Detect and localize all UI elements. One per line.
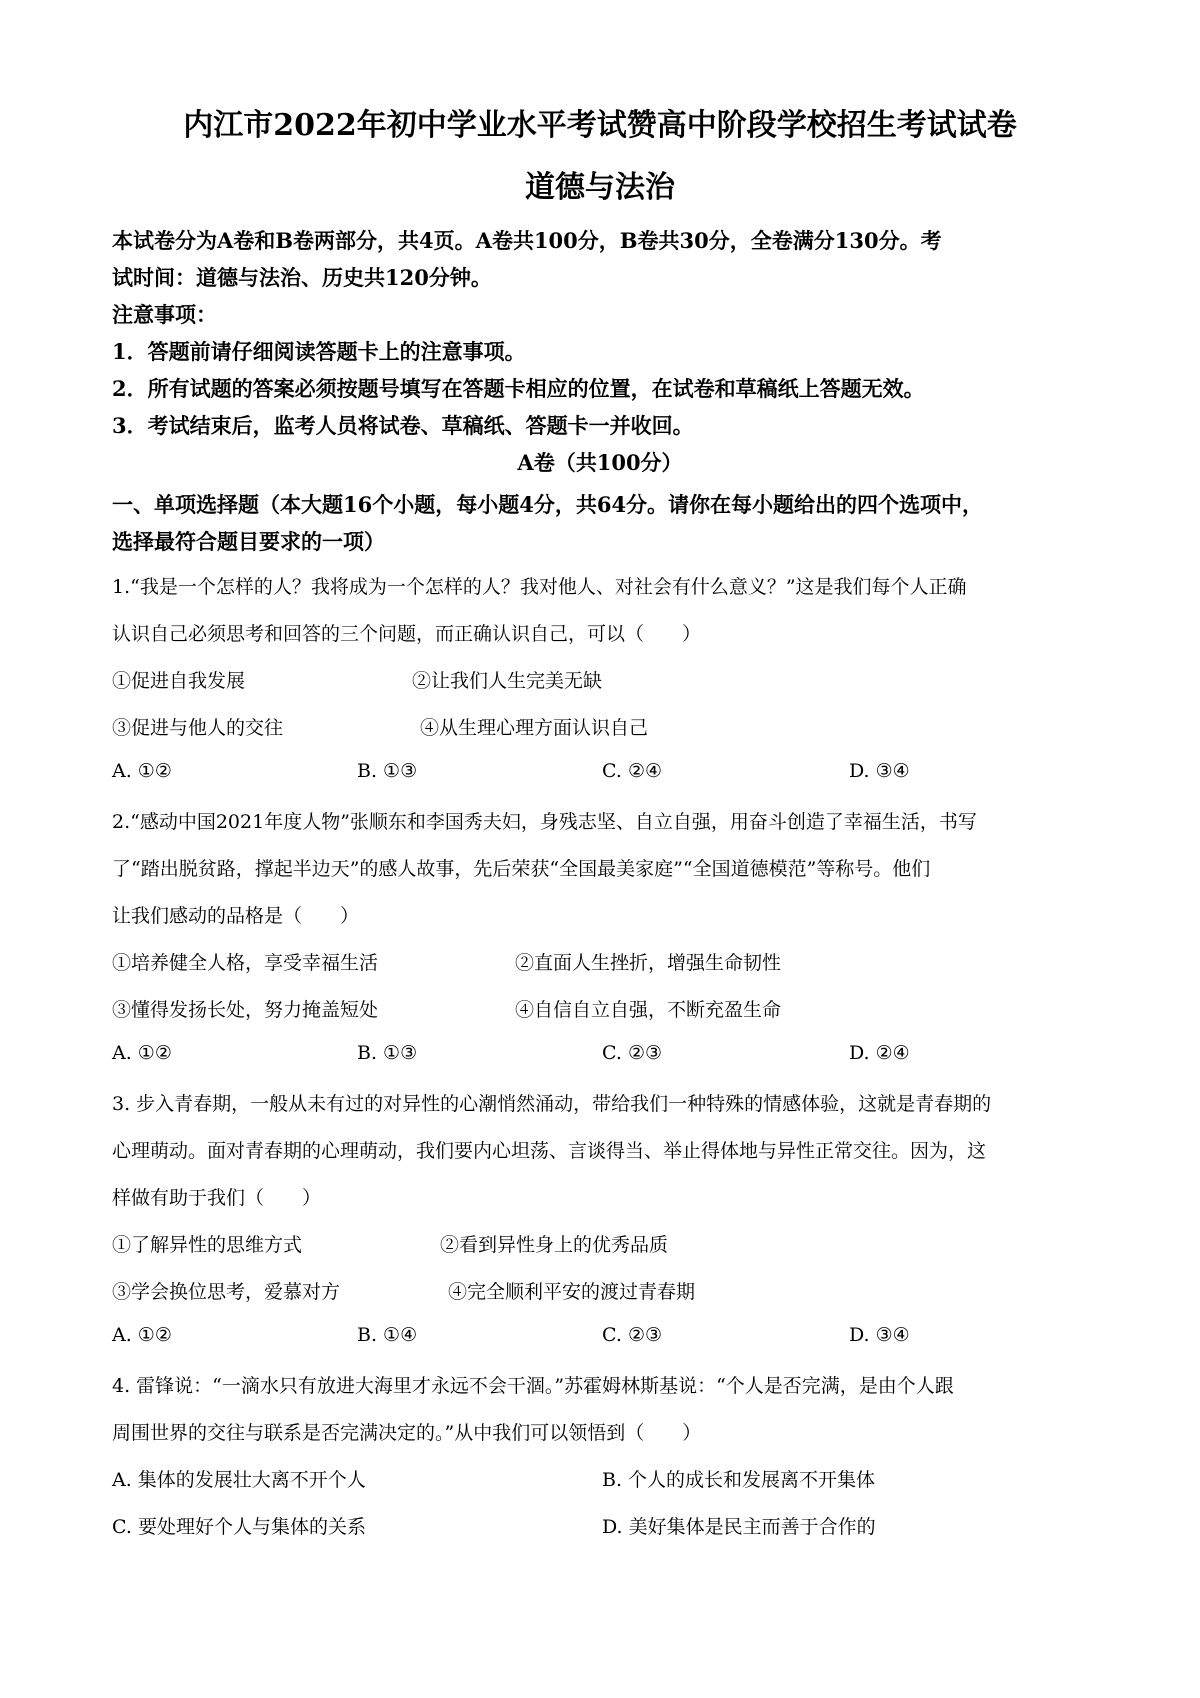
question-1-item-3: ③促进与他人的交往	[112, 717, 284, 739]
question-3-choice-a: A. ①②	[112, 1324, 172, 1346]
question-2-item-1: ①培养健全人格，享受幸福生活	[112, 952, 379, 974]
question-3-choice-c: C. ②③	[602, 1324, 663, 1346]
question-2-item-2: ②直面人生挫折，增强生命韧性	[515, 952, 782, 974]
question-2-line-2: 了“踏出脱贫路，撑起半边天”的感人故事，先后荣获“全国最美家庭”“全国道德模范”等称号。他们	[112, 858, 931, 880]
question-3-item-1: ①了解异性的思维方式	[112, 1234, 303, 1256]
question-1-choice-b: B. ①③	[357, 760, 418, 782]
question-3-line-1: 3. 步入青春期，一般从未有过的对异性的心潮悄然涌动，带给我们一种特殊的情感体验，这就是青春期的	[112, 1093, 992, 1115]
question-4-choice-c: C. 要处理好个人与集体的关系	[112, 1516, 366, 1538]
question-3-item-3: ③学会换位思考，爱慕对方	[112, 1281, 341, 1303]
question-1-item-4: ④从生理心理方面认识自己	[420, 717, 649, 739]
question-2-choice-b: B. ①③	[357, 1042, 418, 1064]
question-2-line-3: 让我们感动的品格是（ ）	[112, 905, 360, 927]
notice-item-3: 3．考试结束后，监考人员将试卷、草稿纸、答题卡一并收回。	[112, 413, 694, 438]
question-4-choice-d: D. 美好集体是民主而善于合作的	[602, 1516, 876, 1538]
exam-title: 内江市2022年初中学业水平考试赞高中阶段学校招生考试试卷	[183, 108, 1017, 143]
section-heading-line-2: 选择最符合题目要求的一项）	[112, 529, 385, 554]
question-3-item-4: ④完全顺利平安的渡过青春期	[448, 1281, 696, 1303]
question-1-choice-c: C. ②④	[602, 760, 663, 782]
intro-line-1: 本试卷分为A卷和B卷两部分，共4页。A卷共100分，B卷共30分，全卷满分130分。考	[112, 228, 942, 253]
section-heading-line-1: 一、单项选择题（本大题16个小题，每小题4分，共64分。请你在每小题给出的四个选项中，	[112, 492, 984, 517]
question-1-item-1: ①促进自我发展	[112, 670, 246, 692]
question-4-choice-a: A. 集体的发展壮大离不开个人	[112, 1469, 366, 1491]
notice-item-2: 2．所有试题的答案必须按题号填写在答题卡相应的位置，在试卷和草稿纸上答题无效。	[112, 376, 925, 401]
question-2-line-1: 2.“感动中国2021年度人物”张顺东和李国秀夫妇，身残志坚、自立自强，用奋斗创造了幸福生活，书写	[112, 811, 977, 833]
question-4-line-2: 周围世界的交往与联系是否完满决定的。”从中我们可以领悟到（ ）	[112, 1422, 702, 1444]
section-title: A卷（共100分）	[517, 450, 683, 475]
question-2-choice-c: C. ②③	[602, 1042, 663, 1064]
question-1-line-2: 认识自己必须思考和回答的三个问题，而正确认识自己，可以（ ）	[112, 623, 702, 645]
question-3-choice-d: D. ③④	[849, 1324, 910, 1346]
question-3-item-2: ②看到异性身上的优秀品质	[440, 1234, 669, 1256]
notice-item-1: 1．答题前请仔细阅读答题卡上的注意事项。	[112, 339, 526, 364]
question-4-choice-b: B. 个人的成长和发展离不开集体	[602, 1469, 876, 1491]
question-4-line-1: 4. 雷锋说：“一滴水只有放进大海里才永远不会干涸。”苏霍姆林斯基说：“个人是否完满，是由个人跟	[112, 1375, 954, 1397]
question-1-choice-a: A. ①②	[112, 760, 172, 782]
question-1-line-1: 1.“我是一个怎样的人？我将成为一个怎样的人？我对他人、对社会有什么意义？”这是我们每个人正确	[112, 576, 967, 598]
subject-title: 道德与法治	[525, 170, 675, 205]
question-1-choice-d: D. ③④	[849, 760, 910, 782]
intro-line-2: 试时间：道德与法治、历史共120分钟。	[112, 265, 492, 290]
question-3-line-2: 心理萌动。面对青春期的心理萌动，我们要内心坦荡、言谈得当、举止得体地与异性正常交往。因为，这	[112, 1140, 987, 1162]
notice-title: 注意事项：	[112, 302, 217, 327]
question-2-item-3: ③懂得发扬长处，努力掩盖短处	[112, 999, 379, 1021]
question-2-choice-a: A. ①②	[112, 1042, 172, 1064]
question-2-choice-d: D. ②④	[849, 1042, 910, 1064]
question-1-item-2: ②让我们人生完美无缺	[412, 670, 603, 692]
question-3-line-3: 样做有助于我们（ ）	[112, 1187, 322, 1209]
question-3-choice-b: B. ①④	[357, 1324, 418, 1346]
question-2-item-4: ④自信自立自强，不断充盈生命	[515, 999, 782, 1021]
